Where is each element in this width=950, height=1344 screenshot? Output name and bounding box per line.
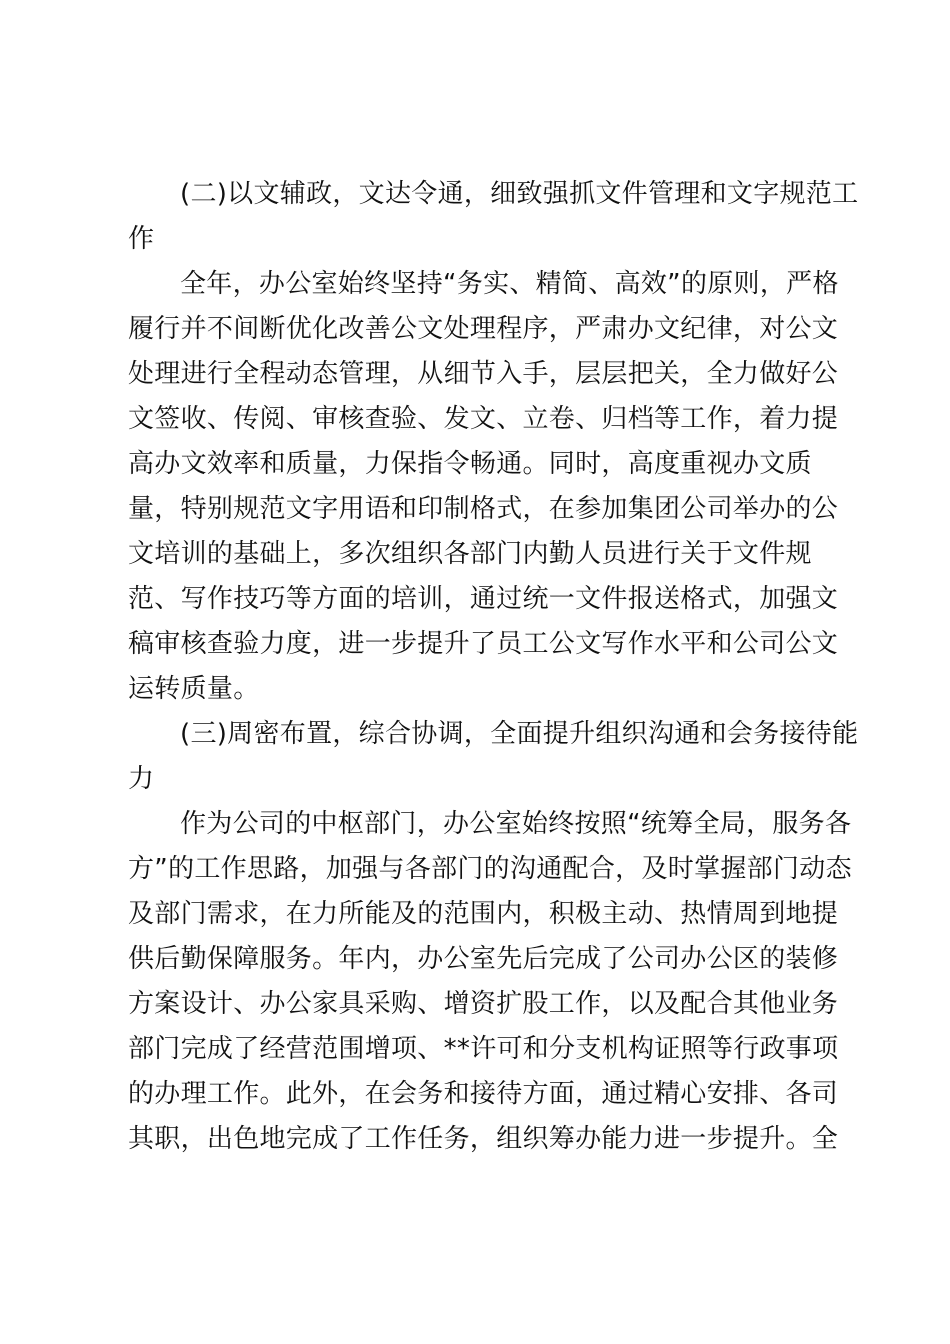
paragraph-line: 方”的工作思路，加强与各部门的沟通配合，及时掌握部门动态 (128, 854, 852, 884)
paragraph-line: 量，特别规范文字用语和印制格式，在参加集团公司举办的公 (128, 494, 839, 524)
paragraph-line: 方案设计、办公家具采购、增资扩股工作，以及配合其他业务 (128, 989, 839, 1019)
paragraph-line: 全年，办公室始终坚持“务实、精简、高效”的原则，严格 (180, 269, 839, 299)
paragraph-line: 稿审核查验力度，进一步提升了员工公文写作水平和公司公文 (128, 629, 839, 659)
paragraph-line: 供后勤保障服务。年内，办公室先后完成了公司办公区的装修 (128, 944, 839, 974)
paragraph-line: 作为公司的中枢部门，办公室始终按照“统筹全局，服务各 (180, 809, 852, 839)
heading-section-2-cont: 作 (128, 224, 155, 254)
paragraph-line: 履行并不间断优化改善公文处理程序，严肃办文纪律，对公文 (128, 314, 839, 344)
heading-section-3-cont: 力 (128, 764, 155, 794)
paragraph-line: 的办理工作。此外，在会务和接待方面，通过精心安排、各司 (128, 1079, 839, 1109)
paragraph-line: 范、写作技巧等方面的培训，通过统一文件报送格式，加强文 (128, 584, 839, 614)
paragraph-line: 文培训的基础上，多次组织各部门内勤人员进行关于文件规 (128, 539, 812, 569)
paragraph-line: 运转质量。 (128, 674, 260, 704)
heading-section-2: (二)以文辅政，文达令通，细致强抓文件管理和文字规范工 (180, 179, 859, 209)
paragraph-line: 部门完成了经营范围增项、**许可和分支机构证照等行政事项 (128, 1034, 839, 1064)
paragraph-line: 及部门需求，在力所能及的范围内，积极主动、热情周到地提 (128, 899, 839, 929)
paragraph-line: 处理进行全程动态管理，从细节入手，层层把关，全力做好公 (128, 359, 839, 389)
heading-section-3: (三)周密布置，综合协调，全面提升组织沟通和会务接待能 (180, 719, 859, 749)
paragraph-line: 高办文效率和质量，力保指令畅通。同时，高度重视办文质 (128, 449, 812, 479)
paragraph-line: 文签收、传阅、审核查验、发文、立卷、归档等工作，着力提 (128, 404, 839, 434)
paragraph-line: 其职，出色地完成了工作任务，组织筹办能力进一步提升。全 (128, 1124, 839, 1154)
